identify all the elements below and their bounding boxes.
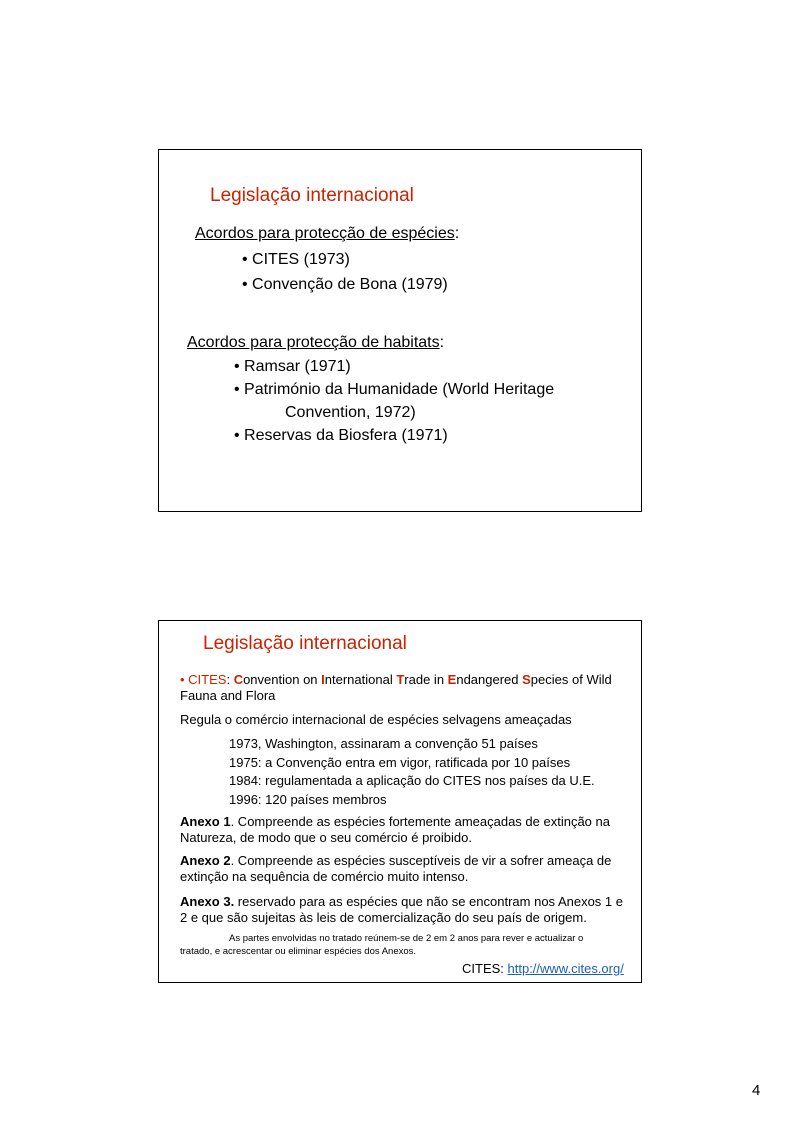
cites-source: CITES: http://www.cites.org/ [462, 961, 624, 976]
annex-1: Anexo 1. Compreende as espécies fortemente ameaçadas de extinção na Natureza, de modo que o seu comércio é proibido. [180, 814, 610, 845]
timeline-item: 1996: 120 países membros [229, 792, 387, 807]
colon: : [454, 225, 460, 242]
colon: : [439, 334, 445, 351]
cites-definition: • CITES: Convention on International Trade in Endangered Species of Wild Fauna and Flora [180, 672, 612, 703]
slide-title: Legislação internacional [203, 633, 407, 654]
list-item: • Reservas da Biosfera (1971) [234, 427, 448, 444]
meeting-note-line2: tratado, e acrescentar ou eliminar espécies dos Anexos. [180, 946, 417, 957]
timeline-item: 1973, Washington, assinaram a convenção 51 países [229, 736, 538, 751]
list-item: • Convenção de Bona (1979) [242, 276, 448, 293]
slide-legislacao-1 [158, 149, 642, 512]
habitats-heading-text: Acordos para protecção de habitats [187, 334, 440, 351]
species-heading-text: Acordos para protecção de espécies [195, 225, 455, 242]
species-agreements-heading [195, 224, 459, 243]
slide-title: Legislação internacional [210, 185, 414, 206]
list-item: • Ramsar (1971) [234, 358, 351, 375]
annex-2: Anexo 2. Compreende as espécies susceptíveis de vir a sofrer ameaça de extinção na sequência de comércio muito intenso. [180, 853, 612, 884]
timeline-item: 1975: a Convenção entra em vigor, ratificada por 10 países [229, 755, 571, 770]
page-number: 4 [752, 1082, 761, 1099]
cites-website-link[interactable]: http://www.cites.org/ [507, 961, 624, 976]
habitat-agreements-heading [187, 333, 444, 352]
intro-text: Regula o comércio internacional de espécies selvagens ameaçadas [180, 712, 572, 727]
slide-legislacao-2 [158, 620, 642, 983]
meeting-note-line1: As partes envolvidas no tratado reúnem-se de 2 em 2 anos para rever e actualizar o [229, 933, 584, 944]
annex-3: Anexo 3. reservado para as espécies que não se encontram nos Anexos 1 e 2 e que são sujeitas às leis de comercialização do seu país de origem. [180, 894, 623, 925]
timeline-item: 1984: regulamentada a aplicação do CITES nos países da U.E. [229, 773, 595, 788]
list-item: • CITES (1973) [242, 251, 350, 268]
list-item-continuation: Convention, 1972) [285, 404, 416, 421]
list-item: • Património da Humanidade (World Heritage [234, 381, 555, 398]
cites-bullet: • CITES [180, 672, 227, 687]
